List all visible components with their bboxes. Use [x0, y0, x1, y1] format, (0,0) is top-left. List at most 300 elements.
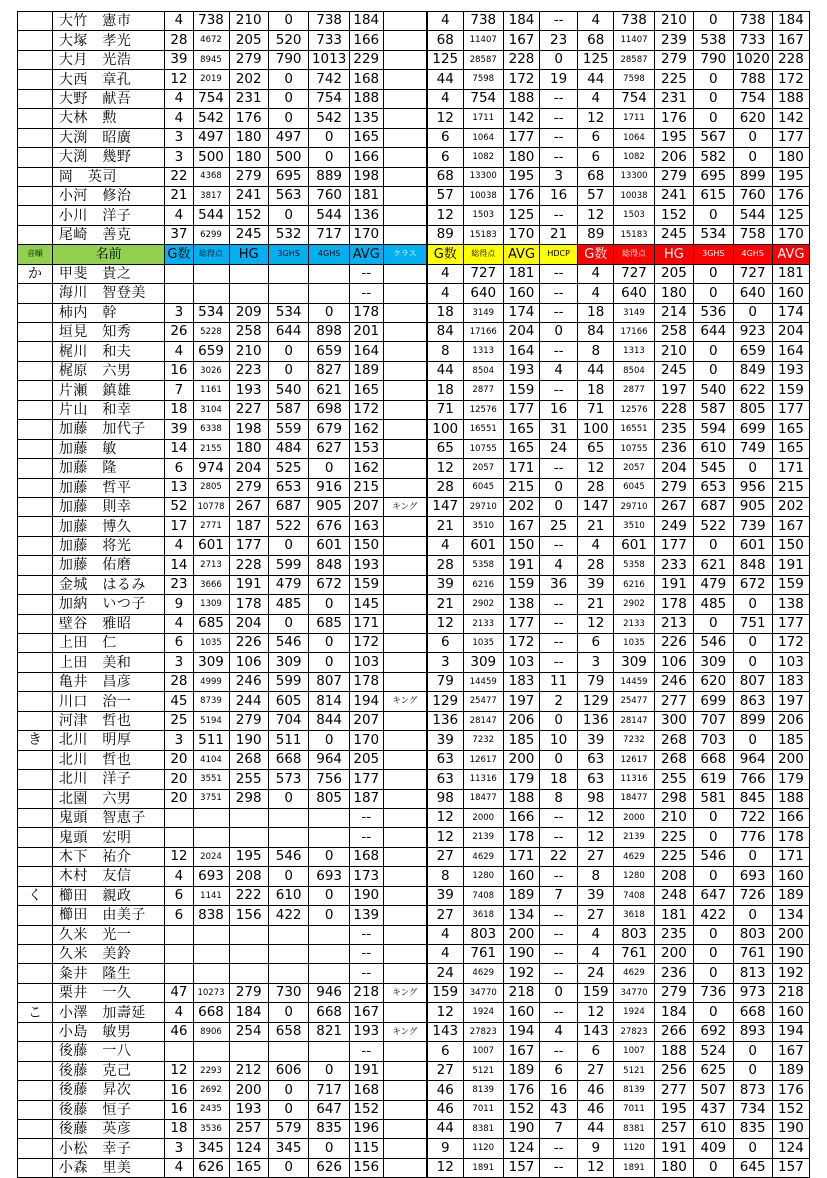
cell-4ghs: 647 [309, 1100, 350, 1119]
cell-3ghs-all: 409 [694, 1139, 733, 1158]
cell-total-cum: 1280 [463, 867, 504, 886]
cell-4ghs-all: 758 [733, 225, 772, 244]
cell-avg-all: 177 [772, 128, 809, 147]
cell-3ghs-all: 546 [694, 634, 733, 653]
cell-avg-cum: 195 [504, 167, 540, 186]
cell-4ghs: 693 [309, 867, 350, 886]
cell-hg-all: 268 [654, 731, 693, 750]
cell-games-all: 63 [578, 770, 614, 789]
cell-hg: 279 [229, 167, 268, 186]
cell-avg-all: 124 [772, 1139, 809, 1158]
cell-name: 久米 美鈴 [52, 945, 165, 964]
cell-games-all: 12 [578, 614, 614, 633]
cell-total-all: 6045 [614, 478, 655, 497]
cell-avg-all: 190 [772, 945, 809, 964]
cell-3ghs-all: 540 [694, 381, 733, 400]
cell-class [383, 361, 427, 380]
cell-total: 5194 [193, 711, 229, 730]
cell-initial [18, 789, 53, 808]
cell-3ghs: 511 [268, 731, 309, 750]
cell-avg-cum: 159 [504, 381, 540, 400]
cell-3ghs: 546 [268, 847, 309, 866]
cell-games: 20 [165, 789, 193, 808]
cell-total: 754 [193, 89, 229, 108]
cell-name: 加藤 佑磨 [52, 556, 165, 575]
cell-avg-all: 170 [772, 225, 809, 244]
cell-hg-all: 200 [654, 945, 693, 964]
cell-name: 加納 いつ子 [52, 595, 165, 614]
cell-3ghs-all: 422 [694, 906, 733, 925]
table-row [18, 323, 810, 342]
cell-hg: 178 [229, 595, 268, 614]
cell-initial [18, 711, 53, 730]
cell-hg-all: 235 [654, 925, 693, 944]
cell-3ghs-all: 703 [694, 731, 733, 750]
cell-avg: 153 [349, 439, 383, 458]
cell-3ghs-all: 610 [694, 1119, 733, 1138]
cell-name: 金城 はるみ [52, 575, 165, 594]
cell-games-all: 6 [578, 634, 614, 653]
cell-class [383, 264, 427, 283]
cell-3ghs [268, 945, 309, 964]
cell-hdcp: -- [540, 264, 578, 283]
cell-avg-all: 197 [772, 692, 809, 711]
cell-games: 4 [165, 1003, 193, 1022]
cell-initial [18, 945, 53, 964]
cell-4ghs-all: 848 [733, 556, 772, 575]
cell-total-cum: 28587 [463, 50, 504, 69]
cell-avg-all: 206 [772, 711, 809, 730]
cell-4ghs-all: 727 [733, 264, 772, 283]
cell-4ghs-all: 813 [733, 964, 772, 983]
cell-hg-all: 225 [654, 847, 693, 866]
cell-games-cum: 46 [427, 1081, 463, 1100]
cell-hg: 257 [229, 1119, 268, 1138]
cell-4ghs: 827 [309, 361, 350, 380]
cell-games: 3 [165, 653, 193, 672]
cell-games-cum: 4 [427, 284, 463, 303]
cell-4ghs: 542 [309, 109, 350, 128]
cell-total-cum: 4629 [463, 847, 504, 866]
cell-avg: 201 [349, 323, 383, 342]
cell-3ghs-all: 0 [694, 361, 733, 380]
cell-hg: 177 [229, 536, 268, 555]
cell-4ghs: 905 [309, 497, 350, 516]
cell-name: 尾崎 善克 [52, 225, 165, 244]
cell-games: 4 [165, 206, 193, 225]
cell-hg-all: 279 [654, 983, 693, 1002]
cell-avg: 198 [349, 167, 383, 186]
cell-total-all: 6216 [614, 575, 655, 594]
table-row [18, 1119, 810, 1138]
cell-total-all: 727 [614, 264, 655, 283]
cell-avg-all: 165 [772, 439, 809, 458]
cell-avg-all: 195 [772, 167, 809, 186]
cell-total: 685 [193, 614, 229, 633]
cell-3ghs-all: 620 [694, 672, 733, 691]
cell-4ghs-all: 849 [733, 361, 772, 380]
cell-3ghs-all: 0 [694, 614, 733, 633]
cell-avg: 172 [349, 400, 383, 419]
cell-hdcp: 0 [540, 711, 578, 730]
cell-games-cum: 57 [427, 186, 463, 205]
cell-avg-cum: 160 [504, 284, 540, 303]
cell-total-cum: 25477 [463, 692, 504, 711]
cell-3ghs-all: 790 [694, 50, 733, 69]
cell-avg: 139 [349, 906, 383, 925]
cell-3ghs: 0 [268, 109, 309, 128]
cell-4ghs: 627 [309, 439, 350, 458]
cell-name: 加藤 隆 [52, 459, 165, 478]
cell-total-all: 601 [614, 536, 655, 555]
cell-hdcp: 18 [540, 770, 578, 789]
cell-total-all: 7011 [614, 1100, 655, 1119]
cell-hg: 180 [229, 148, 268, 167]
cell-total: 2024 [193, 847, 229, 866]
cell-3ghs-all: 546 [694, 847, 733, 866]
cell-total-all: 1280 [614, 867, 655, 886]
cell-hdcp: -- [540, 284, 578, 303]
cell-games: 6 [165, 459, 193, 478]
table-row [18, 1100, 810, 1119]
cell-4ghs-all: 640 [733, 284, 772, 303]
cell-total-all: 803 [614, 925, 655, 944]
cell-hg: 195 [229, 847, 268, 866]
cell-3ghs-all: 545 [694, 459, 733, 478]
cell-3ghs: 695 [268, 167, 309, 186]
cell-class [383, 12, 427, 31]
cell-games-cum: 4 [427, 925, 463, 944]
cell-games-cum: 18 [427, 303, 463, 322]
table-row [18, 497, 810, 516]
cell-total [193, 964, 229, 983]
cell-total-cum: 2902 [463, 595, 504, 614]
cell-3ghs: 479 [268, 575, 309, 594]
table-row [18, 634, 810, 653]
table-row [18, 89, 810, 108]
cell-avg: 205 [349, 750, 383, 769]
cell-3ghs-all: 687 [694, 497, 733, 516]
table-row [18, 1061, 810, 1080]
cell-avg-all: 160 [772, 1003, 809, 1022]
cell-initial [18, 750, 53, 769]
cell-3ghs: 668 [268, 750, 309, 769]
cell-avg-cum: 192 [504, 964, 540, 983]
cell-hdcp: -- [540, 595, 578, 614]
cell-total: 3104 [193, 400, 229, 419]
cell-total: 3817 [193, 186, 229, 205]
table-row [18, 167, 810, 186]
cell-games: 39 [165, 420, 193, 439]
cell-avg: 167 [349, 1003, 383, 1022]
cell-4ghs: 805 [309, 789, 350, 808]
cell-games-cum: 63 [427, 750, 463, 769]
cell-games-cum: 100 [427, 420, 463, 439]
cell-class [383, 439, 427, 458]
cell-avg-all: 167 [772, 1042, 809, 1061]
cell-hg-all: 255 [654, 770, 693, 789]
cell-games-all: 46 [578, 1100, 614, 1119]
cell-3ghs-all: 621 [694, 556, 733, 575]
cell-hg-all: 245 [654, 225, 693, 244]
cell-games-all: 39 [578, 731, 614, 750]
cell-avg: 159 [349, 575, 383, 594]
cell-hg-all: 225 [654, 70, 693, 89]
cell-4ghs: 0 [309, 128, 350, 147]
cell-games: 45 [165, 692, 193, 711]
cell-3ghs: 309 [268, 653, 309, 672]
cell-games-all: 44 [578, 361, 614, 380]
cell-total-all: 1007 [614, 1042, 655, 1061]
cell-games-all: 12 [578, 828, 614, 847]
cell-avg: 178 [349, 303, 383, 322]
cell-total-all: 761 [614, 945, 655, 964]
cell-total-all: 4629 [614, 964, 655, 983]
cell-3ghs-all: 522 [694, 517, 733, 536]
cell-total: 2155 [193, 439, 229, 458]
cell-games: 17 [165, 517, 193, 536]
cell-4ghs: 835 [309, 1119, 350, 1138]
cell-class [383, 595, 427, 614]
table-row [18, 1081, 810, 1100]
cell-hdcp: 0 [540, 497, 578, 516]
cell-games-all: 21 [578, 517, 614, 536]
cell-avg-all: 103 [772, 653, 809, 672]
cell-4ghs [309, 284, 350, 303]
cell-4ghs-all: 761 [733, 945, 772, 964]
header-avg-3: AVG [772, 245, 809, 264]
cell-total-all: 17166 [614, 323, 655, 342]
cell-3ghs-all: 647 [694, 886, 733, 905]
cell-4ghs-all: 899 [733, 167, 772, 186]
cell-3ghs: 0 [268, 70, 309, 89]
cell-avg: 188 [349, 89, 383, 108]
cell-hg: 209 [229, 303, 268, 322]
cell-games-all: 4 [578, 925, 614, 944]
cell-3ghs-all: 534 [694, 225, 733, 244]
cell-name: 片瀬 鎮雄 [52, 381, 165, 400]
header-avg-1: AVG [349, 245, 383, 264]
cell-games [165, 828, 193, 847]
cell-total-cum: 11407 [463, 31, 504, 50]
cell-class [383, 1042, 427, 1061]
table-row [18, 964, 810, 983]
cell-initial [18, 167, 53, 186]
cell-hg: 190 [229, 731, 268, 750]
cell-class [383, 711, 427, 730]
cell-games-cum: 79 [427, 672, 463, 691]
cell-games-all: 68 [578, 167, 614, 186]
cell-hg: 255 [229, 770, 268, 789]
cell-hdcp: 0 [540, 750, 578, 769]
cell-3ghs: 0 [268, 89, 309, 108]
table-row [18, 459, 810, 478]
cell-initial [18, 847, 53, 866]
cell-4ghs-all: 749 [733, 439, 772, 458]
cell-avg-all: 165 [772, 420, 809, 439]
cell-avg: 165 [349, 128, 383, 147]
cell-3ghs-all: 610 [694, 439, 733, 458]
cell-4ghs-all: 964 [733, 750, 772, 769]
header-3ghs-3: 3GHS [694, 245, 733, 264]
cell-avg: 189 [349, 361, 383, 380]
cell-3ghs-all: 0 [694, 964, 733, 983]
cell-total-cum: 29710 [463, 497, 504, 516]
cell-avg-cum: 176 [504, 1081, 540, 1100]
cell-games-cum: 28 [427, 478, 463, 497]
cell-avg-all: 160 [772, 867, 809, 886]
cell-avg-cum: 167 [504, 1042, 540, 1061]
cell-total-cum: 640 [463, 284, 504, 303]
cell-hdcp: -- [540, 128, 578, 147]
cell-class [383, 323, 427, 342]
cell-games-cum: 4 [427, 264, 463, 283]
cell-4ghs: 760 [309, 186, 350, 205]
cell-hg: 210 [229, 342, 268, 361]
cell-total-all: 2000 [614, 808, 655, 827]
cell-games: 16 [165, 1081, 193, 1100]
cell-hg: 202 [229, 70, 268, 89]
cell-total [193, 828, 229, 847]
cell-total: 3666 [193, 575, 229, 594]
cell-4ghs: 601 [309, 536, 350, 555]
cell-name: 後藤 恒子 [52, 1100, 165, 1119]
cell-hdcp: -- [540, 1003, 578, 1022]
cell-avg: 178 [349, 672, 383, 691]
cell-class [383, 945, 427, 964]
cell-games-all: 39 [578, 886, 614, 905]
cell-4ghs: 1013 [309, 50, 350, 69]
cell-hg-all: 180 [654, 284, 693, 303]
cell-initial [18, 983, 53, 1002]
cell-4ghs: 621 [309, 381, 350, 400]
cell-4ghs: 0 [309, 634, 350, 653]
cell-total-cum: 10755 [463, 439, 504, 458]
cell-avg: 193 [349, 556, 383, 575]
cell-3ghs: 546 [268, 634, 309, 653]
cell-games-all: 24 [578, 964, 614, 983]
cell-3ghs [268, 1042, 309, 1061]
cell-class [383, 167, 427, 186]
cell-games: 7 [165, 381, 193, 400]
cell-hdcp: -- [540, 828, 578, 847]
table-row [18, 828, 810, 847]
cell-avg-all: 192 [772, 964, 809, 983]
cell-total: 4104 [193, 750, 229, 769]
cell-total-cum: 3149 [463, 303, 504, 322]
cell-hg-all: 298 [654, 789, 693, 808]
table-row [18, 770, 810, 789]
cell-class [383, 653, 427, 672]
cell-games-all: 4 [578, 284, 614, 303]
header-games-3: G数 [578, 245, 614, 264]
cell-initial [18, 109, 53, 128]
cell-games-cum: 12 [427, 459, 463, 478]
cell-total-cum: 2000 [463, 808, 504, 827]
cell-avg: 171 [349, 614, 383, 633]
cell-games-all: 63 [578, 750, 614, 769]
cell-total: 974 [193, 459, 229, 478]
cell-class [383, 1081, 427, 1100]
cell-hdcp: -- [540, 12, 578, 31]
cell-total-cum: 1120 [463, 1139, 504, 1158]
cell-hg [229, 808, 268, 827]
cell-3ghs: 573 [268, 770, 309, 789]
cell-initial [18, 1139, 53, 1158]
cell-avg-all: 184 [772, 12, 809, 31]
cell-games: 37 [165, 225, 193, 244]
cell-class [383, 867, 427, 886]
cell-class [383, 1119, 427, 1138]
cell-initial: こ [18, 1003, 53, 1022]
cell-games-all: 89 [578, 225, 614, 244]
cell-total [193, 925, 229, 944]
cell-games: 6 [165, 906, 193, 925]
cell-class: キング [383, 692, 427, 711]
cell-avg-cum: 204 [504, 323, 540, 342]
cell-hg-all: 180 [654, 1158, 693, 1177]
cell-hg-all: 241 [654, 186, 693, 205]
cell-name: 梶原 六男 [52, 361, 165, 380]
cell-total-all: 27823 [614, 1022, 655, 1041]
cell-total-all: 8381 [614, 1119, 655, 1138]
cell-avg-all: 188 [772, 789, 809, 808]
cell-hdcp: 0 [540, 323, 578, 342]
cell-hdcp: 0 [540, 983, 578, 1002]
cell-games-all: 9 [578, 1139, 614, 1158]
cell-4ghs: 898 [309, 323, 350, 342]
cell-3ghs-all: 736 [694, 983, 733, 1002]
cell-avg-all: 176 [772, 1081, 809, 1100]
cell-games: 3 [165, 303, 193, 322]
cell-avg-all: 183 [772, 672, 809, 691]
cell-initial [18, 206, 53, 225]
cell-hg: 226 [229, 634, 268, 653]
cell-hg: 279 [229, 983, 268, 1002]
cell-hg-all: 277 [654, 692, 693, 711]
cell-games-cum: 39 [427, 886, 463, 905]
cell-hdcp: 36 [540, 575, 578, 594]
table-row [18, 1158, 810, 1177]
cell-avg-all: 204 [772, 323, 809, 342]
cell-class [383, 828, 427, 847]
cell-3ghs: 0 [268, 1081, 309, 1100]
cell-3ghs-all: 309 [694, 653, 733, 672]
cell-total: 626 [193, 1158, 229, 1177]
cell-3ghs [268, 808, 309, 827]
cell-class [383, 303, 427, 322]
cell-3ghs-all: 695 [694, 167, 733, 186]
cell-games-cum: 4 [427, 12, 463, 31]
cell-avg: 168 [349, 847, 383, 866]
cell-avg-cum: 171 [504, 847, 540, 866]
cell-4ghs-all: 0 [733, 303, 772, 322]
cell-avg: -- [349, 964, 383, 983]
cell-avg: 115 [349, 1139, 383, 1158]
cell-class [383, 886, 427, 905]
cell-games: 4 [165, 342, 193, 361]
cell-games-cum: 68 [427, 167, 463, 186]
cell-name: 岡 英司 [52, 167, 165, 186]
cell-hg: 254 [229, 1022, 268, 1041]
cell-total: 4999 [193, 672, 229, 691]
cell-games: 13 [165, 478, 193, 497]
header-avg-2: AVG [504, 245, 540, 264]
cell-initial [18, 12, 53, 31]
cell-3ghs-all: 0 [694, 284, 733, 303]
cell-name: 小澤 加壽延 [52, 1003, 165, 1022]
cell-hg-all: 210 [654, 808, 693, 827]
